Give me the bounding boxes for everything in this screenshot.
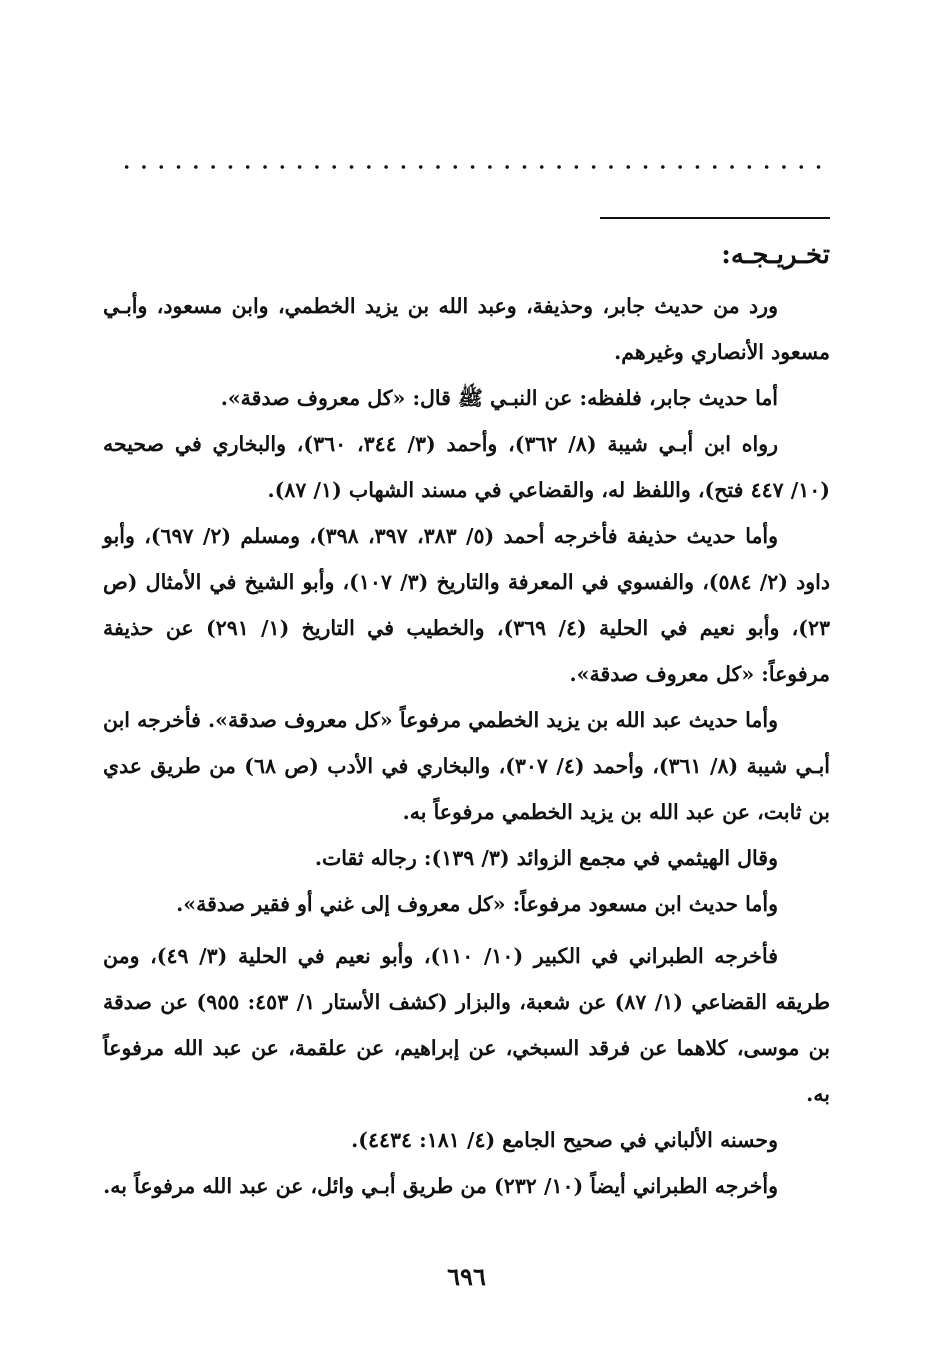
takhrij-text (103, 283, 830, 1209)
paragraph: فأخرجه الطبراني في الكبير (١٠/ ١١٠)، وأبو نعيم في الحلية (٣/ ٤٩)، ومن طريقه القضاعي (١/ ٨٧) عن شعبة، والبزار (كشف الأستار ١/ ٤٥٣: ٩٥٥) عن صدقة بن موسى، كلاهما عن فرقد السبخي، عن إبراهيم، عن علقمة، عن عبد الله مرفوعاً به. (103, 944, 831, 1106)
paragraph: وأما حديث عبد الله بن يزيد الخطمي مرفوعاً «كل معروف صدقة». فأخرجه ابن أبـي شيبة (٨/ ٣٦١)، وأحمد (٤/ ٣٠٧)، والبخاري في الأدب (ص ٦٨) من طريق عدي بن ثابت، عن عبد الله بن يزيد الخطمي مرفوعاً به. (103, 708, 831, 824)
paragraph: أما حديث جابر، فلفظه: عن النبـي ﷺ قال: «كل معروف صدقة». (220, 386, 778, 410)
paragraph: وحسنه الألباني في صحيح الجامع (٤/ ١٨١: ٤٤٣٤). (351, 1128, 778, 1152)
dotted-separator (118, 163, 830, 171)
paragraph: ورد من حديث جابر، وحذيفة، وعبد الله بن يزيد الخطمي، وابن مسعود، وأبـي مسعود الأنصاري وغيرهم. (103, 294, 830, 364)
page-number: ٦٩٦ (447, 1262, 486, 1291)
paragraph: رواه ابن أبـي شيبة (٨/ ٣٦٢)، وأحمد (٣/ ٣٤٤، ٣٦٠)، والبخاري في صحيحه (١٠/ ٤٤٧ فتح)، واللفظ له، والقضاعي في مسند الشهاب (١/ ٨٧). (103, 432, 830, 502)
footnote-rule (600, 217, 830, 219)
paragraph: وأما حديث ابن مسعود مرفوعاً: «كل معروف إلى غني أو فقير صدقة». (176, 892, 778, 916)
paragraph: وأما حديث حذيفة فأخرجه أحمد (٥/ ٣٨٣، ٣٩٧، ٣٩٨)، ومسلم (٢/ ٦٩٧)، وأبو داود (٢/ ٥٨٤)، والفسوي في المعرفة والتاريخ (٣/ ١٠٧)، وأبو الشيخ في الأمثال (ص ٢٣)، وأبو نعيم في الحلية (٤/ ٣٦٩)، والخطيب في التاريخ (١/ ٢٩١) عن حذيفة مرفوعاً: «كل معروف صدقة». (103, 524, 831, 686)
paragraph: وقال الهيثمي في مجمع الزوائد (٣/ ١٣٩): رجاله ثقات. (314, 846, 778, 870)
paragraph: وأخرجه الطبراني أيضاً (١٠/ ٢٣٢) من طريق أبـي وائل، عن عبد الله مرفوعاً به. (103, 1174, 778, 1198)
section-heading: تخـريـجـه: (721, 240, 830, 270)
